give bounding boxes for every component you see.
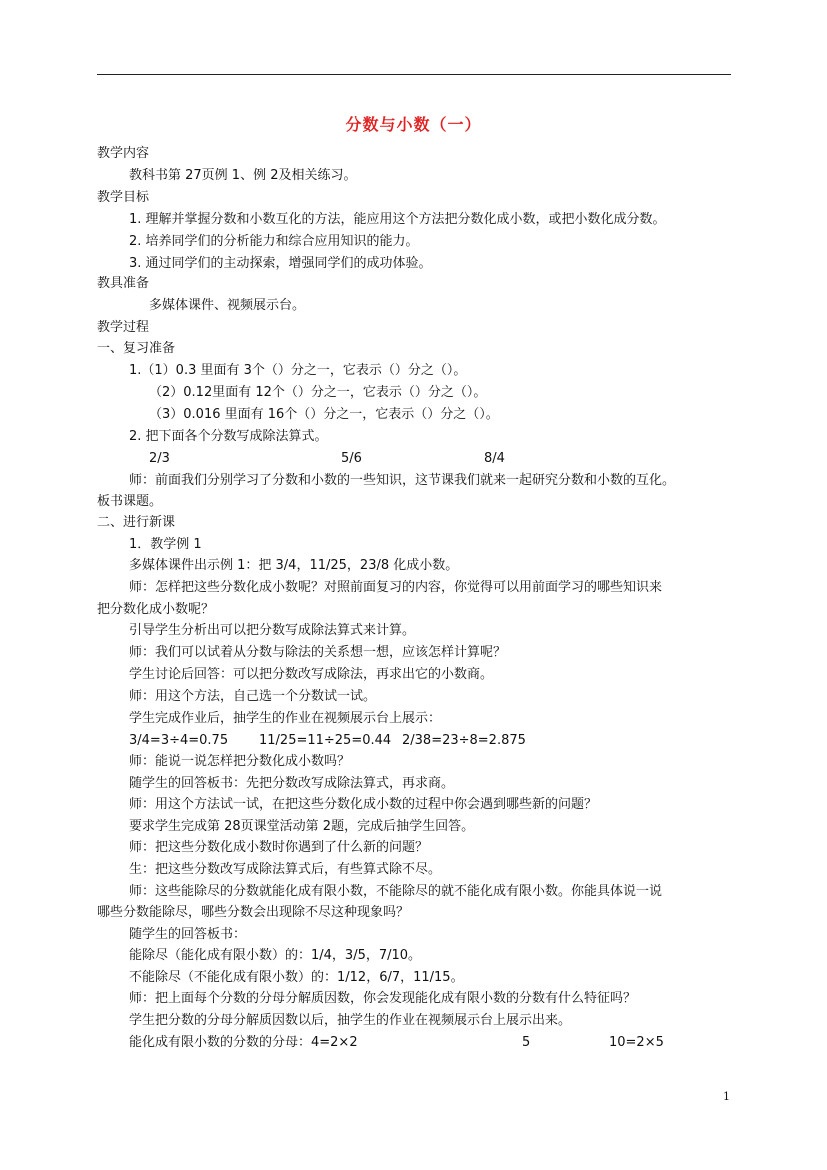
exercise-line: 1.（1）0.3 里面有 3个（）分之一，它表示（）分之（）。 xyxy=(129,363,467,378)
exercise-line: （3）0.016 里面有 16个（）分之一，它表示（）分之（）。 xyxy=(149,407,499,422)
paragraph: 师：能说一说怎样把分数化成小数吗？ xyxy=(129,754,351,769)
denominator-item: 10=2×5 xyxy=(609,1035,664,1050)
exercise-line: （2）0.12里面有 12个（）分之一，它表示（）分之（）。 xyxy=(149,385,487,400)
section-heading-process: 教学过程 xyxy=(97,320,150,335)
goal-item-3: 3. 通过同学们的主动探索，增强同学们的成功体验。 xyxy=(129,256,432,271)
paragraph: 哪些分数能除尽，哪些分数会出现除不尽这种现象吗？ xyxy=(97,905,410,920)
goal-item-1: 1. 理解并掌握分数和小数互化的方法，能应用这个方法把分数化成小数，或把小数化成分数。 xyxy=(129,212,666,227)
paragraph: 1．教学例 1 xyxy=(129,537,202,552)
section-heading-goals: 教学目标 xyxy=(97,190,150,205)
subsection-heading-review: 一、复习准备 xyxy=(97,341,176,356)
paragraph: 多媒体课件、视频展示台。 xyxy=(149,298,306,313)
paragraph: 师：用这个方法试一试，在把这些分数化成小数的过程中你会遇到哪些新的问题？ xyxy=(129,797,598,812)
subsection-heading-new-lesson: 二、进行新课 xyxy=(97,515,176,530)
paragraph: 板书课题。 xyxy=(97,494,163,509)
calc-item: 11/25=11÷25=0.44 xyxy=(259,733,392,748)
paragraph: 把分数化成小数呢？ xyxy=(97,602,215,617)
calc-item: 3/4=3÷4=0.75 xyxy=(129,733,229,748)
paragraph: 师：我们可以试着从分数与除法的关系想一想，应该怎样计算呢？ xyxy=(129,645,507,660)
paragraph: 师：前面我们分别学习了分数和小数的一些知识，这节课我们就来一起研究分数和小数的互化。 xyxy=(129,473,676,488)
fraction-item: 2/3 xyxy=(149,451,170,466)
fraction-item: 5/6 xyxy=(341,451,362,466)
paragraph: 要求学生完成第 28页课堂活动第 2题，完成后抽学生回答。 xyxy=(129,819,475,834)
paragraph: 能除尽（能化成有限小数）的：1/4，3/5，7/10。 xyxy=(129,948,422,963)
paragraph: 师：把这些分数化成小数时你遇到了什么新的问题？ xyxy=(129,840,429,855)
denominator-item: 能化成有限小数的分数的分母：4=2×2 xyxy=(129,1035,358,1050)
section-heading-materials: 教具准备 xyxy=(97,276,150,291)
document-title: 分数与小数（一） xyxy=(345,115,482,134)
paragraph: 师：把上面每个分数的分母分解质因数，你会发现能化成有限小数的分数有什么特征吗？ xyxy=(129,991,637,1006)
exercise-line: 2. 把下面各个分数写成除法算式。 xyxy=(129,429,328,444)
paragraph: 引导学生分析出可以把分数写成除法算式来计算。 xyxy=(129,623,416,638)
paragraph: 学生完成作业后，抽学生的作业在视频展示台上展示： xyxy=(129,711,442,726)
paragraph: 随学生的回答板书： xyxy=(129,927,247,942)
page-number: 1 xyxy=(723,1090,730,1103)
paragraph: 学生讨论后回答：可以把分数改写成除法，再求出它的小数商。 xyxy=(129,667,494,682)
paragraph: 教科书第 27页例 1、例 2及相关练习。 xyxy=(129,168,357,183)
fraction-item: 8/4 xyxy=(484,451,505,466)
paragraph: 学生把分数的分母分解质因数以后，抽学生的作业在视频展示台上展示出来。 xyxy=(129,1013,572,1028)
section-heading-content: 教学内容 xyxy=(97,146,150,161)
paragraph: 师：这些能除尽的分数就能化成有限小数，不能除尽的就不能化成有限小数。你能具体说一说 xyxy=(129,884,663,899)
paragraph: 生：把这些分数改写成除法算式后，有些算式除不尽。 xyxy=(129,862,442,877)
paragraph: 不能除尽（不能化成有限小数）的：1/12，6/7，11/15。 xyxy=(129,970,464,985)
paragraph: 师：怎样把这些分数化成小数呢？对照前面复习的内容，你觉得可以用前面学习的哪些知识来 xyxy=(129,580,663,595)
header-rule xyxy=(97,74,731,75)
calc-item: 2/38=23÷8=2.875 xyxy=(402,733,526,748)
paragraph: 多媒体课件出示例 1：把 3/4，11/25，23/8 化成小数。 xyxy=(129,558,459,573)
denominator-item: 5 xyxy=(522,1035,531,1050)
paragraph: 随学生的回答板书：先把分数改写成除法算式，再求商。 xyxy=(129,776,455,791)
paragraph: 师：用这个方法，自己选一个分数试一试。 xyxy=(129,689,377,704)
goal-item-2: 2. 培养同学们的分析能力和综合应用知识的能力。 xyxy=(129,234,419,249)
